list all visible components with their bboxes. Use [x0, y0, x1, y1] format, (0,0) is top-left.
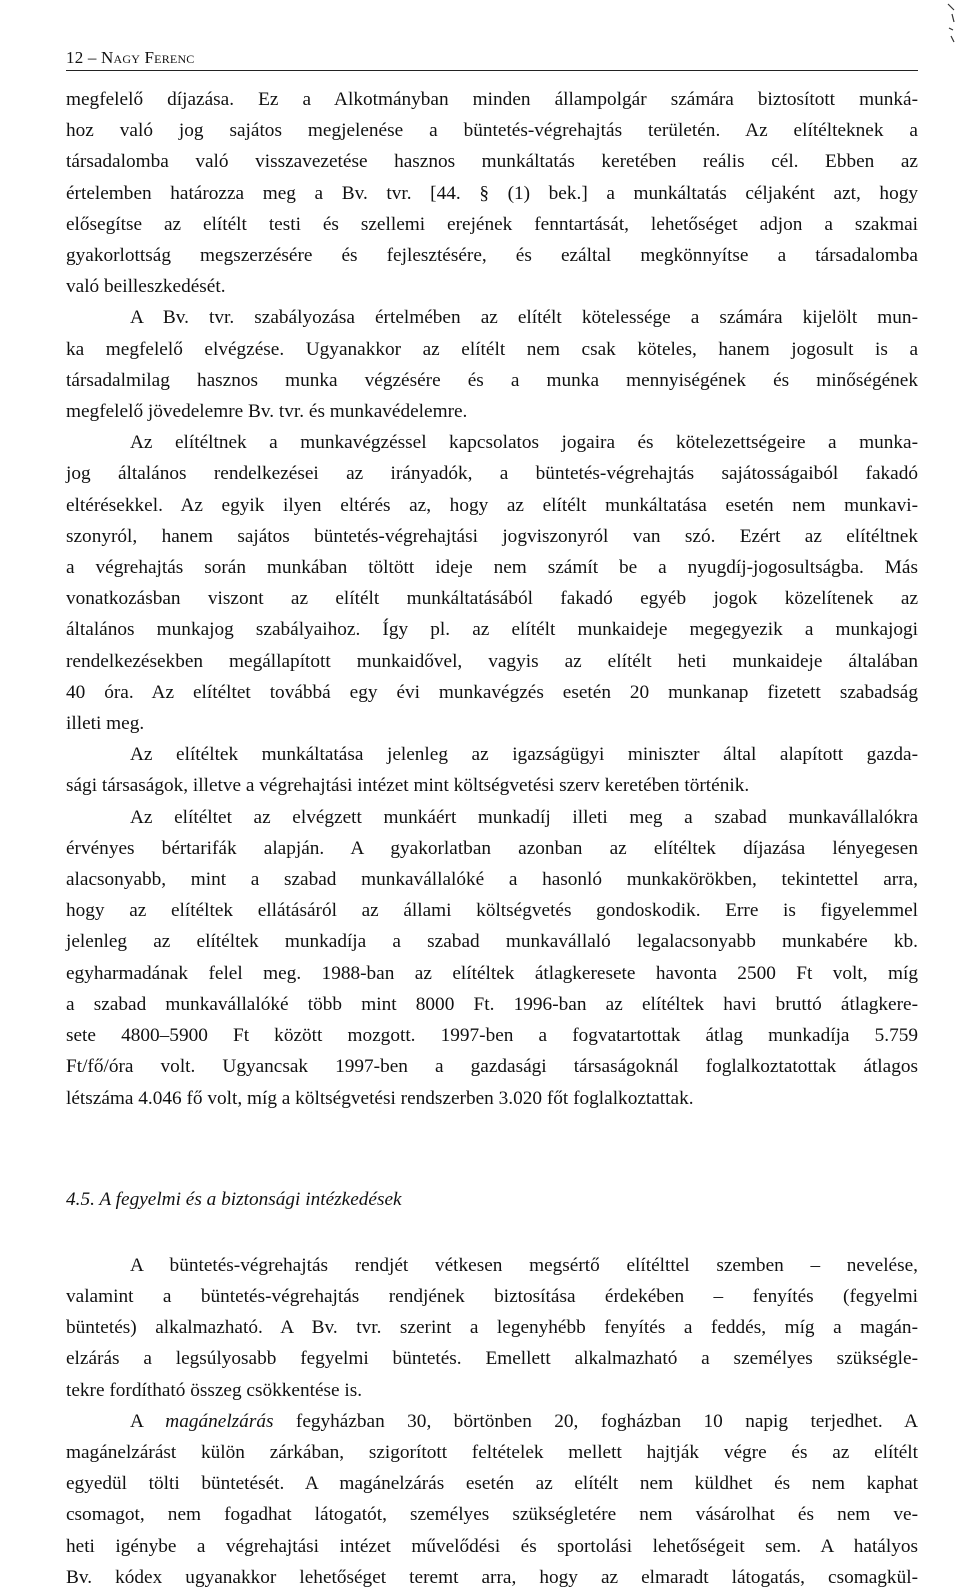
text-line: Bv. kódex ugyanakkor lehetőséget teremt arra, hogy az elmaradt látogatás, csomagkül-	[66, 1566, 918, 1588]
running-head	[66, 48, 918, 71]
text-line: való beilleszkedését.	[66, 276, 226, 298]
section-spacer-small	[66, 1224, 918, 1250]
text-line: egyharmadának felel meg. 1988-ban az elítéltek átlagkeresete havonta 2500 Ft volt, míg	[66, 962, 918, 984]
text-line: csomagot, nem fogadhat látogatót, személyes szükségletére nem vásárolhat és nem ve-	[66, 1504, 918, 1526]
text-line: megfelelő jövedelemre Bv. tvr. és munkavédelemre.	[66, 401, 468, 423]
text-line: A Bv. tvr. szabályozása értelmében az elítélt kötelessége a számára kijelölt mun-	[130, 307, 918, 329]
running-head-text: 12 – Nagy Ferenc	[66, 48, 195, 67]
text-line: elzárás a legsúlyosabb fegyelmi büntetés. Emellett alkalmazható a személyes szükségle-	[66, 1348, 918, 1370]
text-line: Az elítéltek munkáltatása jelenleg az igazságügyi miniszter által alapított gazda-	[130, 744, 918, 766]
paragraph-labour-law	[66, 427, 918, 739]
text-line: eltérésekkel. Az egyik ilyen eltérés az, hogy az elítélt munkáltatása esetén nem munkavi-	[66, 494, 918, 516]
text-line: Ft/fő/óra volt. Ugyancsak 1997-ben a gazdasági társaságoknál foglalkoztatottak átlagos	[66, 1056, 918, 1078]
paragraph-wages	[66, 802, 918, 1114]
text-fragment: A	[130, 1410, 166, 1432]
page-body	[66, 84, 918, 1593]
section-number: 4.5.	[66, 1188, 95, 1210]
paragraph-solitary	[66, 1406, 918, 1593]
text-line: megfelelő díjazása. Ez a Alkotmányban minden állampolgár számára biztosított munká-	[66, 89, 918, 110]
text-line: egyedül tölti büntetését. A magánelzárás esetén az elítélt nem küldhet és nem kaphat	[66, 1473, 918, 1495]
text-line: tekre fordítható összeg csökkentése is.	[66, 1379, 363, 1401]
emphasized-term: magánelzárás	[165, 1410, 274, 1432]
text-line: jelenleg az elítéltek munkadíja a szabad munkavállaló legalacsonyabb munkabére kb.	[66, 931, 918, 953]
paragraph-discipline	[66, 1250, 918, 1406]
scan-edge-mark	[946, 0, 956, 46]
paragraph-employers	[66, 739, 918, 801]
section-title-text: A fegyelmi és a biztonsági intézkedések	[99, 1188, 402, 1210]
text-line: 40 óra. Az elítéltet továbbá egy évi munkavégzés esetén 20 munkanap fizetett szabadság	[66, 681, 918, 703]
text-line: sete 4800–5900 Ft között mozgott. 1997-ben a fogvatartottak átlag munkadíja 5.759	[66, 1025, 918, 1047]
text-line: elősegítse az elítélt testi és szellemi erejének fenntartását, lehetőséget adjon a szakmai	[66, 213, 918, 235]
text-line: Az elítéltnek a munkavégzéssel kapcsolatos jogaira és kötelezettségeire a munka-	[130, 432, 918, 454]
text-line: jog általános rendelkezései az irányadók, a büntetés-végrehajtás sajátosságaiból fakadó	[66, 463, 918, 485]
text-line: gyakorlottság megszerzésére és fejlesztésére, és ezáltal megkönnyítse a társadalomba	[66, 245, 918, 267]
text-line: A büntetés-végrehajtás rendjét vétkesen megsértő elítélttel szemben – nevelése,	[130, 1254, 918, 1276]
text-line: társadalomba való visszavezetése hasznos munkáltatás keretében reális cél. Ebben az	[66, 151, 918, 173]
section-spacer	[66, 1114, 918, 1176]
text-line: illeti meg.	[66, 713, 145, 735]
text-line: ka megfelelő elvégzése. Ugyanakkor az elítélt nem csak köteles, hanem jogosult is a	[66, 338, 918, 360]
text-line: érvényes bértarifák alapján. A gyakorlatban azonban az elítéltek díjazása lényegesen	[66, 837, 918, 859]
text-line: a szabad munkavállalóké több mint 8000 Ft. 1996-ban az elítéltek havi bruttó átlagkere-	[66, 993, 918, 1015]
text-line: magánelzárást külön zárkában, szigorított feltételek mellett hajtják végre és az elítélt	[66, 1441, 918, 1463]
text-line: heti igénybe a végrehajtási intézet művelődési és sportolási lehetőségeit sem. A hatályos	[66, 1535, 918, 1557]
text-line: hoz való jog sajátos megjelenése a büntetés-végrehajtás területén. Az elítélteknek a	[66, 120, 918, 142]
text-line: általános munkajog szabályaihoz. Így pl. az elítélt munkaideje megegyezik a munkajogi	[66, 619, 918, 641]
paragraph-work-purpose	[66, 84, 918, 302]
section-heading	[66, 1176, 918, 1224]
text-line: sági társaságok, illetve a végrehajtási intézet mint költségvetési szerv keretében történik.	[66, 775, 750, 797]
text-line: rendelkezésekben megállapított munkaidővel, vagyis az elítélt heti munkaideje általában	[66, 650, 918, 672]
paragraph-work-duty	[66, 302, 918, 427]
text-line: társadalmilag hasznos munka végzésére és a munka mennyiségének és minőségének	[66, 369, 918, 391]
text-line: büntetés) alkalmazható. A Bv. tvr. szerint a legenyhébb fenyítés a feddés, míg a magán-	[66, 1317, 918, 1339]
text-line	[66, 1406, 918, 1437]
text-line: Az elítéltet az elvégzett munkáért munkadíj illeti meg a szabad munkavállalókra	[130, 806, 918, 828]
text-line: alacsonyabb, mint a szabad munkavállalóké a hasonló munkakörökben, tekintettel arra,	[66, 869, 918, 891]
text-line: vonatkozásban viszont az elítélt munkáltatásából fakadó egyéb jogok közelítenek az	[66, 588, 918, 610]
text-fragment: fegyházban 30, börtönben 20, fogházban 10 napig terjedhet. A	[273, 1410, 918, 1432]
text-line: szonyról, hanem sajátos büntetés-végrehajtási jogviszonyról van szó. Ezért az elítéltnek	[66, 525, 918, 547]
text-line: létszáma 4.046 fő volt, míg a költségvetési rendszerben 3.020 főt foglalkoztattak.	[66, 1087, 694, 1109]
text-line: valamint a büntetés-végrehajtás rendjének biztosítása érdekében – fenyítés (fegyelmi	[66, 1285, 918, 1307]
text-line: hogy az elítéltek ellátásáról az állami költségvetés gondoskodik. Erre is figyelemmel	[66, 900, 918, 922]
text-line: a végrehajtás során munkában töltött ideje nem számít be a nyugdíj-jogosultságba. Más	[66, 557, 918, 579]
text-line: értelemben határozza meg a Bv. tvr. [44. § (1) bek.] a munkáltatás céljaként azt, hogy	[66, 182, 918, 204]
